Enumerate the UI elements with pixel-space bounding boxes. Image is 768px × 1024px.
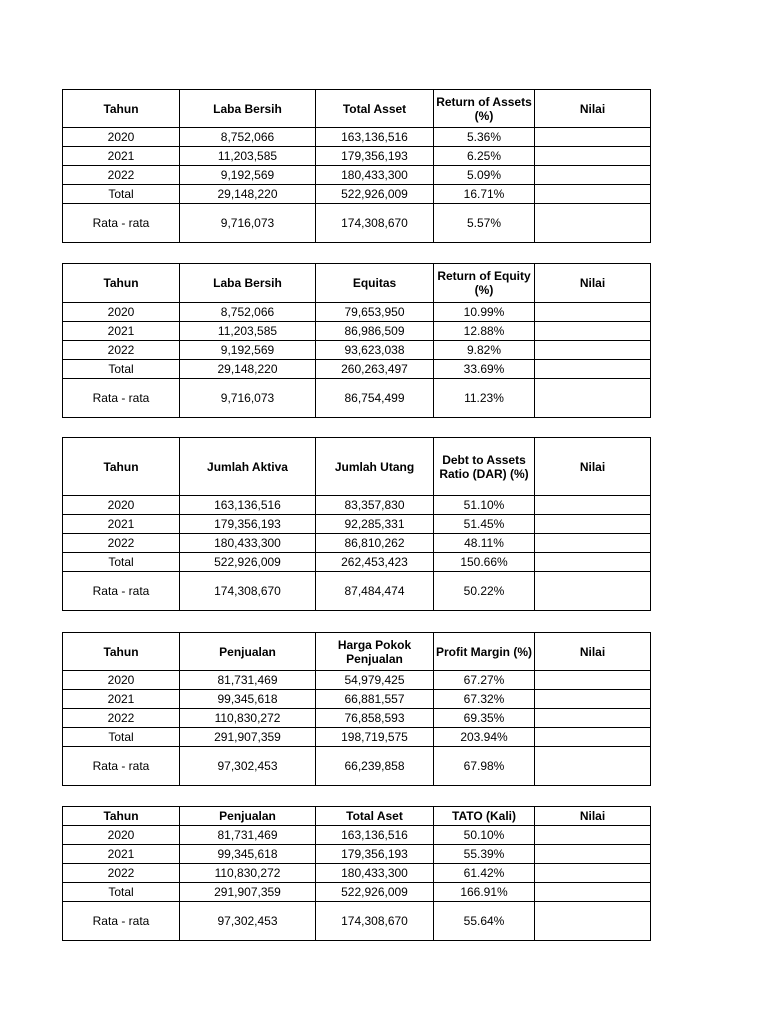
header-cell: Tahun <box>63 438 180 496</box>
header-cell: Penjualan <box>180 633 316 671</box>
table-row <box>63 322 651 341</box>
table-row <box>63 709 651 728</box>
table-cell: 12.88% <box>434 322 535 341</box>
table-row <box>63 341 651 360</box>
table-cell <box>535 379 651 418</box>
table-cell: 180,433,300 <box>316 864 434 883</box>
table-row <box>63 534 651 553</box>
header-cell: Laba Bersih <box>180 264 316 303</box>
header-cell: Harga Pokok Penjualan <box>316 633 434 671</box>
table-cell: 11,203,585 <box>180 147 316 166</box>
table-cell: 81,731,469 <box>180 826 316 845</box>
table-cell <box>535 303 651 322</box>
table-cell <box>535 496 651 515</box>
header-cell: Jumlah Aktiva <box>180 438 316 496</box>
table-cell: 150.66% <box>434 553 535 572</box>
table-cell <box>535 360 651 379</box>
header-cell: Nilai <box>535 807 651 826</box>
header-cell: Return of Equity (%) <box>434 264 535 303</box>
table-cell: 51.10% <box>434 496 535 515</box>
table-header-row <box>63 807 651 826</box>
table-cell: 69.35% <box>434 709 535 728</box>
table-cell: 2020 <box>63 671 180 690</box>
table-cell: 2020 <box>63 303 180 322</box>
table-cell: 83,357,830 <box>316 496 434 515</box>
table-cell: 9,192,569 <box>180 166 316 185</box>
table-cell <box>535 883 651 902</box>
table-cell: Rata - rata <box>63 379 180 418</box>
table-cell: 180,433,300 <box>316 166 434 185</box>
table-cell: 55.64% <box>434 902 535 941</box>
table-cell: 81,731,469 <box>180 671 316 690</box>
table-row-average <box>63 902 651 941</box>
table-cell: 48.11% <box>434 534 535 553</box>
table-cell <box>535 185 651 204</box>
header-cell: Laba Bersih <box>180 90 316 128</box>
table-cell: 179,356,193 <box>180 515 316 534</box>
table-row <box>63 690 651 709</box>
table-cell: 174,308,670 <box>316 902 434 941</box>
table-row <box>63 303 651 322</box>
table-cell: 5.57% <box>434 204 535 243</box>
table-row-average <box>63 379 651 418</box>
table-cell <box>535 671 651 690</box>
table-cell: 97,302,453 <box>180 747 316 786</box>
table-cell: 11,203,585 <box>180 322 316 341</box>
table-cell: 8,752,066 <box>180 303 316 322</box>
table-cell: 198,719,575 <box>316 728 434 747</box>
header-cell: Nilai <box>535 90 651 128</box>
header-cell: Tahun <box>63 633 180 671</box>
header-cell: Total Aset <box>316 807 434 826</box>
table-cell: 9.82% <box>434 341 535 360</box>
table-cell: 260,263,497 <box>316 360 434 379</box>
header-cell: Tahun <box>63 90 180 128</box>
table-cell: Total <box>63 185 180 204</box>
table-cell: 54,979,425 <box>316 671 434 690</box>
table-row <box>63 128 651 147</box>
table-cell <box>535 728 651 747</box>
table-cell: 110,830,272 <box>180 864 316 883</box>
table-cell: Rata - rata <box>63 572 180 611</box>
table-row <box>63 147 651 166</box>
table-row-total <box>63 360 651 379</box>
header-cell: Total Asset <box>316 90 434 128</box>
table-cell: 76,858,593 <box>316 709 434 728</box>
table-row <box>63 864 651 883</box>
table-cell: 163,136,516 <box>180 496 316 515</box>
table-cell <box>535 341 651 360</box>
table-cell: 99,345,618 <box>180 845 316 864</box>
table-cell: 33.69% <box>434 360 535 379</box>
header-cell: Nilai <box>535 438 651 496</box>
table-cell: 93,623,038 <box>316 341 434 360</box>
header-cell: Nilai <box>535 264 651 303</box>
table-cell: 86,810,262 <box>316 534 434 553</box>
table-cell <box>535 747 651 786</box>
table-cell: 291,907,359 <box>180 728 316 747</box>
table-cell: 79,653,950 <box>316 303 434 322</box>
table-cell: 2020 <box>63 826 180 845</box>
table-cell: Rata - rata <box>63 747 180 786</box>
table-cell: 10.99% <box>434 303 535 322</box>
table-cell <box>535 572 651 611</box>
header-cell: TATO (Kali) <box>434 807 535 826</box>
table-cell: 2022 <box>63 166 180 185</box>
roa-table <box>62 89 651 243</box>
table-header-row <box>63 438 651 496</box>
table-cell: 163,136,516 <box>316 128 434 147</box>
table-cell: 99,345,618 <box>180 690 316 709</box>
table-cell <box>535 147 651 166</box>
table-row <box>63 166 651 185</box>
header-cell: Return of Assets (%) <box>434 90 535 128</box>
table-cell: 522,926,009 <box>316 185 434 204</box>
table-cell <box>535 826 651 845</box>
table-cell: 2020 <box>63 496 180 515</box>
table-cell: 61.42% <box>434 864 535 883</box>
header-cell: Jumlah Utang <box>316 438 434 496</box>
table-row-average <box>63 572 651 611</box>
table-cell: 16.71% <box>434 185 535 204</box>
header-cell: Nilai <box>535 633 651 671</box>
table-row <box>63 845 651 864</box>
table-cell <box>535 902 651 941</box>
table-cell: 2021 <box>63 515 180 534</box>
table-cell: 8,752,066 <box>180 128 316 147</box>
table-row-average <box>63 204 651 243</box>
table-cell: 522,926,009 <box>180 553 316 572</box>
table-cell: Total <box>63 360 180 379</box>
header-cell: Tahun <box>63 807 180 826</box>
table-cell <box>535 845 651 864</box>
header-cell: Penjualan <box>180 807 316 826</box>
table-cell: 2022 <box>63 341 180 360</box>
table-cell: 522,926,009 <box>316 883 434 902</box>
table-cell: 2020 <box>63 128 180 147</box>
table-cell: 86,986,509 <box>316 322 434 341</box>
table-cell <box>535 709 651 728</box>
table-cell <box>535 534 651 553</box>
table-cell: 55.39% <box>434 845 535 864</box>
table-cell: 92,285,331 <box>316 515 434 534</box>
table-cell: 203.94% <box>434 728 535 747</box>
tato-table <box>62 806 651 941</box>
table-cell: 87,484,474 <box>316 572 434 611</box>
table-row <box>63 496 651 515</box>
table-cell: Total <box>63 728 180 747</box>
table-row-total <box>63 728 651 747</box>
table-row-total <box>63 883 651 902</box>
table-cell: 2021 <box>63 690 180 709</box>
table-cell: 2022 <box>63 534 180 553</box>
table-cell: 291,907,359 <box>180 883 316 902</box>
table-cell: 166.91% <box>434 883 535 902</box>
table-row <box>63 671 651 690</box>
table-cell: Rata - rata <box>63 902 180 941</box>
table-cell: 179,356,193 <box>316 845 434 864</box>
table-cell: 97,302,453 <box>180 902 316 941</box>
table-cell: 9,716,073 <box>180 379 316 418</box>
table-cell: 66,239,858 <box>316 747 434 786</box>
table-cell <box>535 204 651 243</box>
header-cell: Tahun <box>63 264 180 303</box>
table-cell: Total <box>63 883 180 902</box>
table-cell: 2022 <box>63 709 180 728</box>
table-cell: 67.32% <box>434 690 535 709</box>
table-cell <box>535 166 651 185</box>
table-row-average <box>63 747 651 786</box>
table-cell: 9,192,569 <box>180 341 316 360</box>
table-cell: 2021 <box>63 845 180 864</box>
table-header-row <box>63 90 651 128</box>
table-cell <box>535 322 651 341</box>
header-cell: Equitas <box>316 264 434 303</box>
table-cell: 179,356,193 <box>316 147 434 166</box>
table-cell: 163,136,516 <box>316 826 434 845</box>
table-cell <box>535 690 651 709</box>
table-cell: 5.36% <box>434 128 535 147</box>
table-cell: 2021 <box>63 322 180 341</box>
table-cell: 86,754,499 <box>316 379 434 418</box>
dar-table <box>62 437 651 611</box>
table-cell: 180,433,300 <box>180 534 316 553</box>
header-cell: Profit Margin (%) <box>434 633 535 671</box>
table-cell: 66,881,557 <box>316 690 434 709</box>
table-header-row <box>63 264 651 303</box>
table-cell: 50.10% <box>434 826 535 845</box>
table-row <box>63 515 651 534</box>
table-cell: 262,453,423 <box>316 553 434 572</box>
table-cell: 67.98% <box>434 747 535 786</box>
table-cell: 2022 <box>63 864 180 883</box>
table-cell: 29,148,220 <box>180 185 316 204</box>
table-cell <box>535 864 651 883</box>
table-cell: 2021 <box>63 147 180 166</box>
profit-margin-table <box>62 632 651 786</box>
table-header-row <box>63 633 651 671</box>
table-cell: 6.25% <box>434 147 535 166</box>
table-row <box>63 826 651 845</box>
table-row-total <box>63 185 651 204</box>
table-row-total <box>63 553 651 572</box>
table-cell <box>535 128 651 147</box>
table-cell: 5.09% <box>434 166 535 185</box>
header-cell: Debt to Assets Ratio (DAR) (%) <box>434 438 535 496</box>
table-cell: 29,148,220 <box>180 360 316 379</box>
table-cell: 50.22% <box>434 572 535 611</box>
table-cell: 51.45% <box>434 515 535 534</box>
roe-table <box>62 263 651 418</box>
table-cell: 67.27% <box>434 671 535 690</box>
table-cell: 9,716,073 <box>180 204 316 243</box>
table-cell: 174,308,670 <box>180 572 316 611</box>
table-cell: 11.23% <box>434 379 535 418</box>
table-cell: 110,830,272 <box>180 709 316 728</box>
table-cell: 174,308,670 <box>316 204 434 243</box>
table-cell <box>535 515 651 534</box>
table-cell: Rata - rata <box>63 204 180 243</box>
table-cell: Total <box>63 553 180 572</box>
table-cell <box>535 553 651 572</box>
